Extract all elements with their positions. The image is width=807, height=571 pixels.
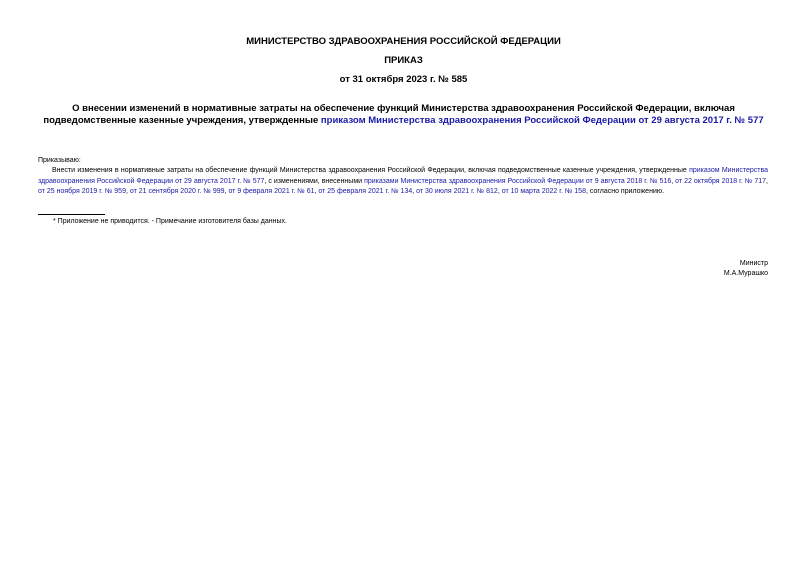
title-text: О внесении изменений в нормативные затраты на обеспечение функций Министерства здравоохранения Российской Федерации, включая подведомственные казенные учреждения, утвержденные: [43, 103, 735, 126]
separator: ,: [671, 177, 676, 185]
footnote-divider: [38, 214, 105, 215]
separator: ,: [497, 188, 502, 195]
separator: ,: [412, 188, 417, 195]
paragraph-text: , с изменениями, внесенными: [264, 177, 365, 185]
order-paragraph: [38, 166, 768, 198]
document-type: ПРИКАЗ: [384, 55, 423, 66]
footnote: * Приложение не приводится. - Примечание изготовителя базы данных.: [53, 218, 287, 225]
signatory-name: М.А.Мурашко: [723, 270, 768, 277]
separator: ,: [125, 188, 130, 195]
order-link-999[interactable]: от 21 сентября 2020 г. № 999: [129, 188, 225, 195]
document-date-number: от 31 октября 2023 г. № 585: [339, 74, 468, 85]
separator: ,: [766, 177, 768, 185]
order-link-61[interactable]: от 9 февраля 2021 г. № 61: [228, 188, 315, 195]
ministry-heading: МИНИСТЕРСТВО ЗДРАВООХРАНЕНИЯ РОССИЙСКОЙ ФЕДЕРАЦИИ: [246, 36, 561, 47]
order-link-134[interactable]: от 25 февраля 2021 г. № 134: [318, 188, 413, 195]
signatory-position: Министр: [739, 260, 768, 267]
document-title: [42, 103, 765, 127]
order-link-959[interactable]: от 25 ноября 2019 г. № 959: [38, 188, 126, 195]
order-intro: Приказываю:: [38, 157, 81, 164]
order-link-577[interactable]: приказом Министерства здравоохранения Российской Федерации от 29 августа 2017 г. № 577: [38, 167, 769, 185]
paragraph-text: , согласно приложению.: [585, 188, 665, 195]
title-link[interactable]: приказом Министерства здравоохранения Российской Федерации от 29 августа 2017 г. № 577: [320, 115, 764, 126]
separator: ,: [314, 188, 319, 195]
order-link-158[interactable]: от 10 марта 2022 г. № 158: [501, 188, 586, 195]
order-link-717[interactable]: от 22 октября 2018 г. № 717: [675, 177, 767, 185]
order-link-516[interactable]: приказами Министерства здравоохранения Российской Федерации от 9 августа 2018 г. № 516: [364, 177, 672, 185]
separator: ,: [224, 188, 229, 195]
paragraph-text: Внести изменения в нормативные затраты на обеспечение функций Министерства здравоохранения Российской Федерации, включая подведомственные казенные учреждения, утвержденные: [52, 167, 690, 174]
order-link-812[interactable]: от 30 июля 2021 г. № 812: [416, 188, 498, 195]
